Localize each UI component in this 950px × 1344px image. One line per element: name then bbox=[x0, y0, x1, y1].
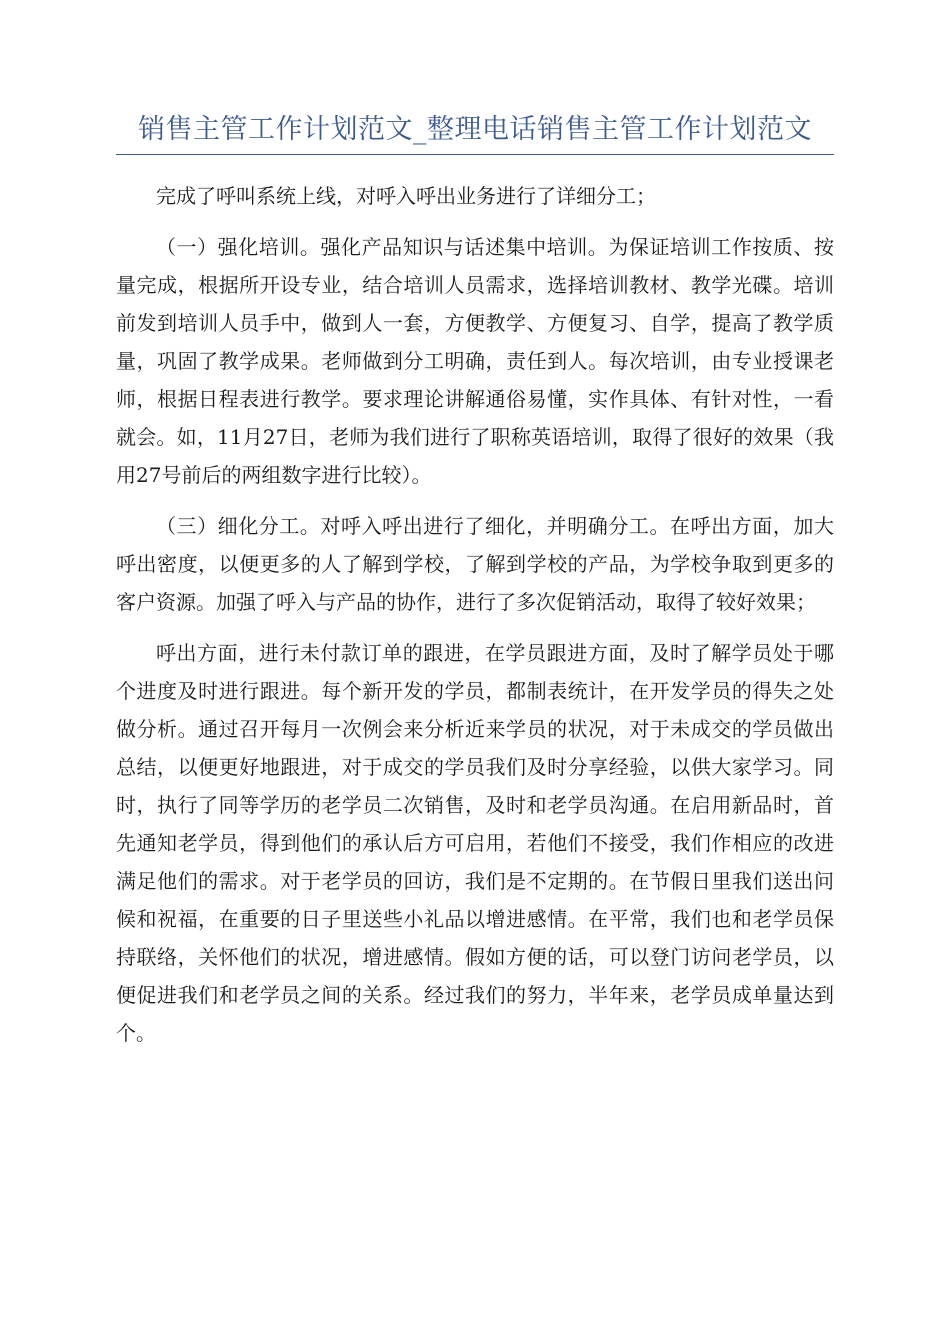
document-body bbox=[116, 177, 834, 1052]
document-title: 销售主管工作计划范文_整理电话销售主管工作计划范文 bbox=[116, 108, 834, 155]
paragraph-intro: 完成了呼叫系统上线，对呼入呼出业务进行了详细分工； bbox=[156, 184, 656, 208]
paragraph-training: （一）强化培训。强化产品知识与话述集中培训。为保证培训工作按质、按量完成，根据所开设专业，结合培训人员需求，选择培训教材、教学光碟。培训前发到培训人员手中，做到人一套，方便教学、方便复习、自学，提高了教学质量，巩固了教学成果。老师做到分工明确，责任到人。每次培训，由专业授课老师，根据日程表进行教学。要求理论讲解通俗易懂，实作具体、有针对性，一看就会。如，11月27日，老师为我们进行了职称英语培训，取得了很好的效果（我用27号前后的两组数字进行比较）。 bbox=[116, 235, 834, 487]
document-page bbox=[116, 108, 834, 1065]
paragraph-outbound: 呼出方面，进行未付款订单的跟进，在学员跟进方面，及时了解学员处于哪个进度及时进行跟进。每个新开发的学员，都制表统计，在开发学员的得失之处做分析。通过召开每月一次例会来分析近来学员的状况，对于未成交的学员做出总结，以便更好地跟进，对于成交的学员我们及时分享经验，以供大家学习。同时，执行了同等学历的老学员二次销售，及时和老学员沟通。在启用新品时，首先通知老学员，得到他们的承认后方可启用，若他们不接受，我们作相应的改进满足他们的需求。对于老学员的回访，我们是不定期的。在节假日里我们送出问候和祝福，在重要的日子里送些小礼品以增进感情。在平常，我们也和老学员保持联络，关怀他们的状况，增进感情。假如方便的话，可以登门访问老学员，以便促进我们和老学员之间的关系。经过我们的努力，半年来，老学员成单量达到个。 bbox=[116, 641, 834, 1045]
paragraph-division: （三）细化分工。对呼入呼出进行了细化，并明确分工。在呼出方面，加大呼出密度，以便更多的人了解到学校，了解到学校的产品，为学校争取到更多的客户资源。加强了呼入与产品的协作，进行了多次促销活动，取得了较好效果； bbox=[116, 514, 834, 614]
